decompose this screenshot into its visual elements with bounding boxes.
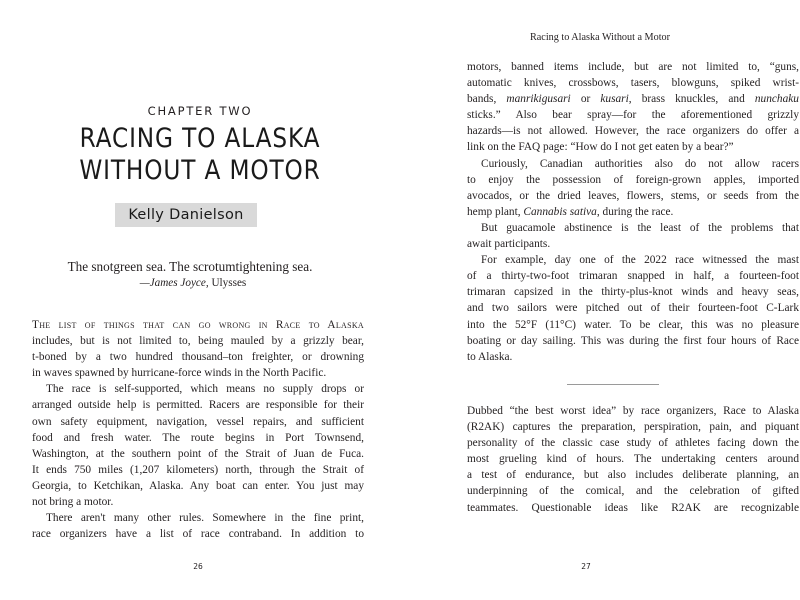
chapter-label: CHAPTER TWO <box>147 104 253 118</box>
text-line: t-boned by a two hundred thousand–ton freighter, or drowning <box>32 351 364 364</box>
text-line: It ends 750 miles (1,207 kilometers) north, through the Strait of <box>32 463 364 476</box>
text-line: The race is self-supported, which means no supply drops or <box>46 383 364 396</box>
text-line: not bring a motor. <box>32 496 114 509</box>
text-line: arranged outside help is permitted. Racers are responsible for their <box>32 399 364 412</box>
epigraph-attribution <box>0 276 386 290</box>
text-line: personality of the classic case study of athletes facing down the <box>467 437 799 450</box>
text-line: food and fresh water. The route begins in Port Townsend, <box>32 431 364 444</box>
text-line: a test of endurance, but also includes deliberate planning, an <box>467 469 799 482</box>
text-line: trimaran capsized in the thirty-plus-knot winds and heavy seas, <box>467 286 799 299</box>
epigraph-work: Ulysses <box>211 277 247 289</box>
right-body-text <box>467 59 799 365</box>
left-body-text <box>32 317 364 542</box>
right-body-text-section-two <box>467 403 799 516</box>
text-line: Curiously, Canadian authorities also do not allow racers <box>481 157 799 170</box>
text-line: includes, but is not limited to, being mauled by a grizzly bear, <box>32 335 364 348</box>
text-line: link on the FAQ page: “How do I not get eaten by a bear?” <box>467 141 734 154</box>
text-line: motors, banned items include, but are not limited to, “guns, <box>467 61 799 73</box>
text-line: hazards—is not allowed. However, the race organizers do offer a <box>467 125 799 138</box>
chapter-title <box>40 123 360 187</box>
text-line: (R2AK) captures the preparation, perspiration, pain, and piquant <box>467 421 799 434</box>
italic-term: nunchaku <box>754 93 799 106</box>
italic-term: kusari <box>600 93 629 106</box>
text-line: boating or day sailing. This was during the first four hours of Race <box>467 334 799 347</box>
text-line: of a thirty-two-foot trimaran snapped in half, a fourteen-foot <box>467 270 799 283</box>
text-fragment: , brass knuckles, and <box>628 93 745 106</box>
italic-term: Cannabis sativa <box>523 205 597 218</box>
italic-term: manrikigusari <box>506 93 571 106</box>
chapter-title-line: WITHOUT A MOTOR <box>79 155 321 186</box>
text-fragment: , during the race. <box>596 205 674 218</box>
text-line: There aren't many other rules. Somewhere in the fine print, <box>46 512 364 525</box>
text-line: sticks.” Also bear spray—for the aforementioned grizzly <box>467 109 799 122</box>
text-fragment: or <box>580 93 591 106</box>
lead-in-line: The list of things that can go wrong in Race to Alaska <box>32 319 364 331</box>
epigraph-author: —James Joyce, <box>139 277 209 289</box>
text-line <box>467 204 799 220</box>
text-line: avocados, or the dried leaves, flowers, stems, or seeds from the <box>467 189 799 202</box>
page-number-right: 27 <box>581 562 591 571</box>
text-line: to enjoy the possession of foreign-grown apples, imported <box>467 173 799 186</box>
text-fragment: hemp plant, <box>467 205 521 218</box>
author-name: Kelly Danielson <box>115 203 257 227</box>
text-line: race organizers have a list of race contraband. In addition to <box>32 528 364 541</box>
running-head: Racing to Alaska Without a Motor <box>529 32 671 43</box>
text-line: teammates. Questionable ideas like R2AK are recognizable <box>467 501 799 514</box>
chapter-title-line: RACING TO ALASKA <box>79 123 321 154</box>
text-line: For example, day one of the 2022 race witnessed the mast <box>481 254 799 267</box>
text-line: in waves spawned by hurricane-force winds in the North Pacific. <box>32 367 327 380</box>
text-line: underpinning of the comical, and the celebration of gifted <box>467 485 799 498</box>
text-line: and two sailors were pitched out of their fourteen-foot C-Lark <box>467 302 799 315</box>
text-line: to Alaska. <box>467 350 513 363</box>
section-divider <box>567 384 659 385</box>
text-line: Georgia, to Ketchikan, Alaska. Any boat can enter. You just may <box>32 479 364 492</box>
text-line: But guacamole abstinence is the least of the problems that <box>481 221 799 234</box>
text-line <box>467 91 799 107</box>
text-line: Washington, at the southern point of the Strait of Juan de Fuca. <box>32 447 364 460</box>
text-line: into the 52°F (11°C) water. To be clear, this was no pleasure <box>467 318 799 331</box>
text-line: own safety equipment, navigation, vessel repairs, and sufficient <box>32 415 364 428</box>
page-number-left: 26 <box>193 562 203 571</box>
text-line: most grueling kind of hours. The undertaking centers around <box>467 453 799 466</box>
text-line: await participants. <box>467 238 551 251</box>
text-fragment: bands, <box>467 93 497 106</box>
epigraph-quote: The snotgreen sea. The scrotumtightening sea. <box>67 259 313 274</box>
text-line: automatic knives, crossbows, tasers, blowguns, spiked wrist- <box>467 77 799 90</box>
text-line: Dubbed “the best worst idea” by race organizers, Race to Alaska <box>467 405 799 417</box>
